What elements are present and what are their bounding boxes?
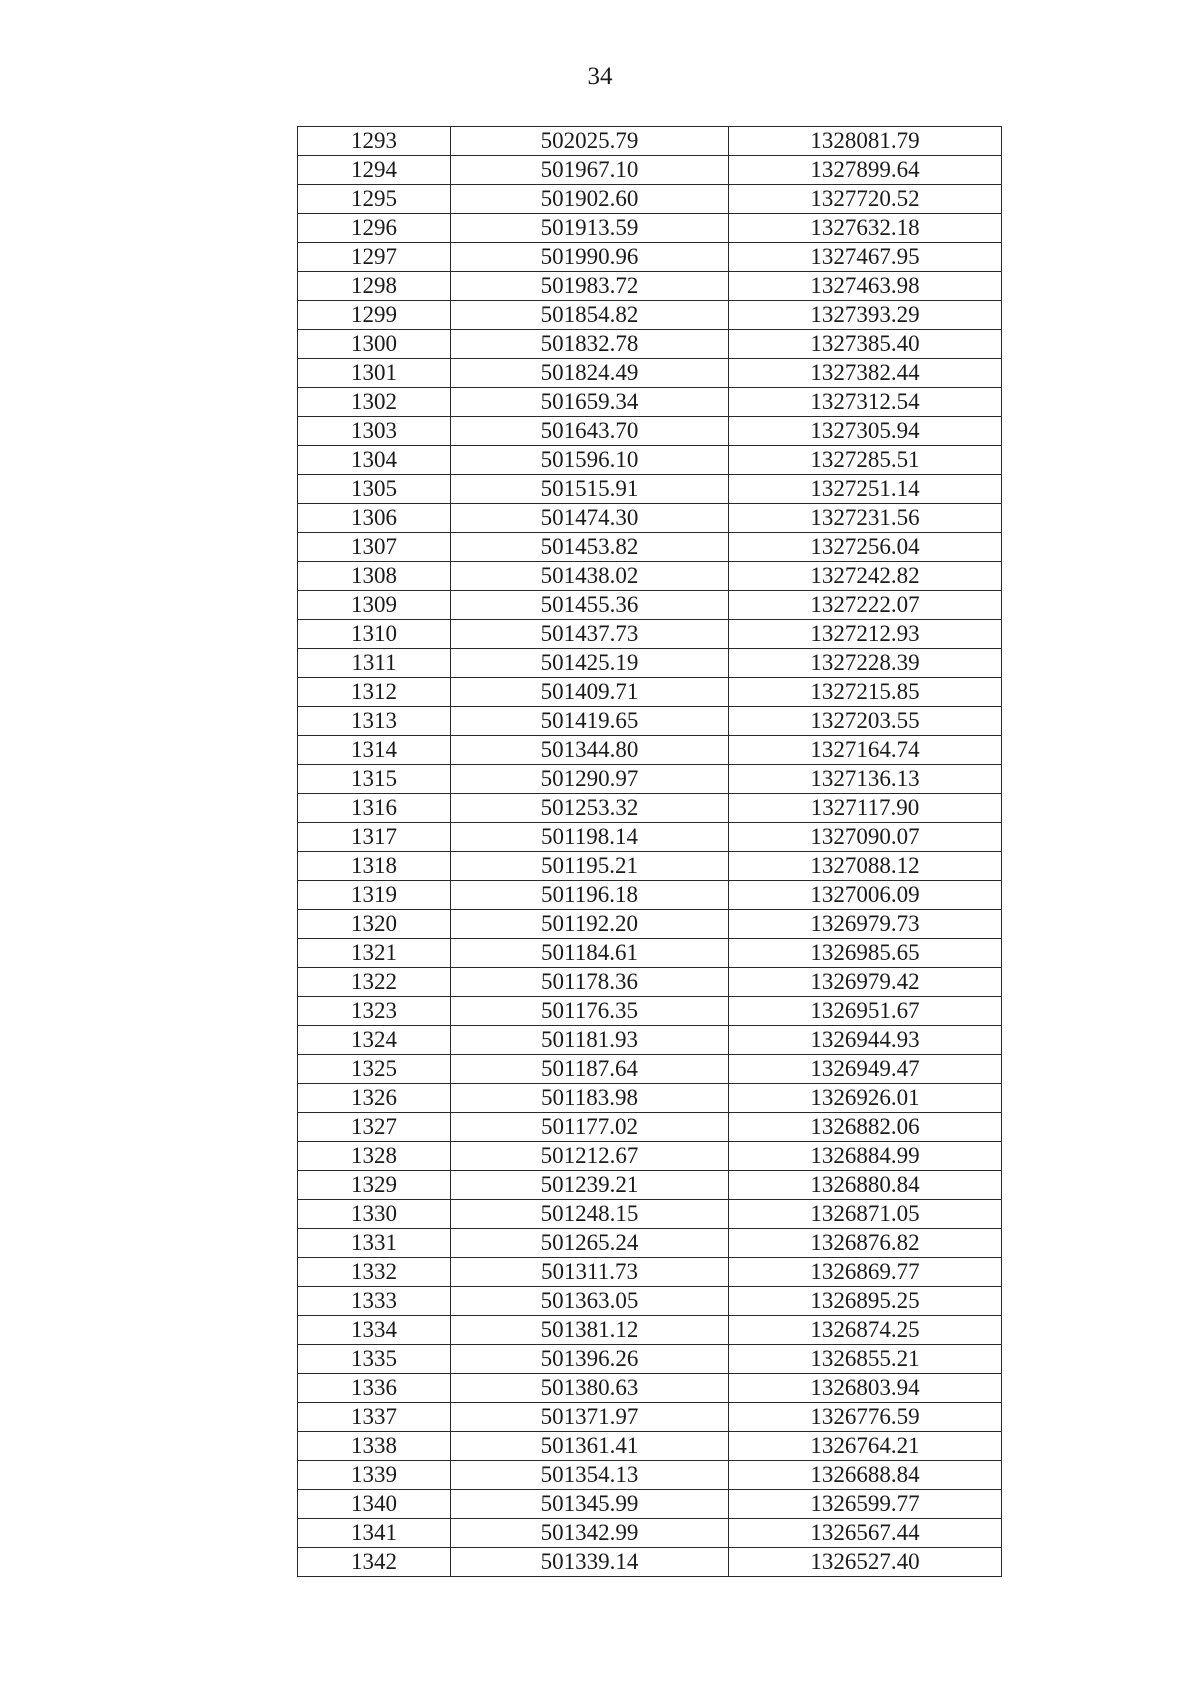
y-coordinate-cell: 1327242.82: [729, 562, 1002, 591]
x-coordinate-cell: 501967.10: [451, 156, 729, 185]
point-number-cell: 1309: [298, 591, 451, 620]
point-number-cell: 1302: [298, 388, 451, 417]
x-coordinate-cell: 501181.93: [451, 1026, 729, 1055]
table-row: [298, 272, 1002, 301]
point-number-cell: 1322: [298, 968, 451, 997]
y-coordinate-cell: 1326895.25: [729, 1287, 1002, 1316]
point-number-cell: 1317: [298, 823, 451, 852]
table-row: [298, 968, 1002, 997]
point-number-cell: 1297: [298, 243, 451, 272]
table-row: [298, 1084, 1002, 1113]
point-number-cell: 1339: [298, 1461, 451, 1490]
x-coordinate-cell: 501265.24: [451, 1229, 729, 1258]
x-coordinate-cell: 501438.02: [451, 562, 729, 591]
table-row: [298, 997, 1002, 1026]
table-row: [298, 1316, 1002, 1345]
y-coordinate-cell: 1326951.67: [729, 997, 1002, 1026]
x-coordinate-cell: 501643.70: [451, 417, 729, 446]
table-row: [298, 649, 1002, 678]
table-row: [298, 214, 1002, 243]
point-number-cell: 1321: [298, 939, 451, 968]
y-coordinate-cell: 1327136.13: [729, 765, 1002, 794]
point-number-cell: 1328: [298, 1142, 451, 1171]
point-number-cell: 1306: [298, 504, 451, 533]
table-row: [298, 707, 1002, 736]
x-coordinate-cell: 501455.36: [451, 591, 729, 620]
coordinates-table-body: [298, 127, 1002, 1577]
point-number-cell: 1311: [298, 649, 451, 678]
y-coordinate-cell: 1327463.98: [729, 272, 1002, 301]
y-coordinate-cell: 1326567.44: [729, 1519, 1002, 1548]
point-number-cell: 1332: [298, 1258, 451, 1287]
y-coordinate-cell: 1327256.04: [729, 533, 1002, 562]
y-coordinate-cell: 1326884.99: [729, 1142, 1002, 1171]
y-coordinate-cell: 1327720.52: [729, 185, 1002, 214]
y-coordinate-cell: 1327305.94: [729, 417, 1002, 446]
table-row: [298, 823, 1002, 852]
x-coordinate-cell: 501187.64: [451, 1055, 729, 1084]
x-coordinate-cell: 501902.60: [451, 185, 729, 214]
table-row: [298, 127, 1002, 156]
x-coordinate-cell: 501192.20: [451, 910, 729, 939]
table-row: [298, 359, 1002, 388]
point-number-cell: 1341: [298, 1519, 451, 1548]
table-row: [298, 852, 1002, 881]
y-coordinate-cell: 1326926.01: [729, 1084, 1002, 1113]
table-row: [298, 1113, 1002, 1142]
x-coordinate-cell: 501453.82: [451, 533, 729, 562]
table-row: [298, 881, 1002, 910]
x-coordinate-cell: 501983.72: [451, 272, 729, 301]
table-row: [298, 533, 1002, 562]
point-number-cell: 1307: [298, 533, 451, 562]
table-row: [298, 736, 1002, 765]
point-number-cell: 1315: [298, 765, 451, 794]
table-row: [298, 1345, 1002, 1374]
x-coordinate-cell: 501515.91: [451, 475, 729, 504]
table-row: [298, 417, 1002, 446]
table-row: [298, 939, 1002, 968]
table-row: [298, 591, 1002, 620]
y-coordinate-cell: 1327203.55: [729, 707, 1002, 736]
y-coordinate-cell: 1326803.94: [729, 1374, 1002, 1403]
y-coordinate-cell: 1326876.82: [729, 1229, 1002, 1258]
point-number-cell: 1300: [298, 330, 451, 359]
point-number-cell: 1313: [298, 707, 451, 736]
table-row: [298, 1229, 1002, 1258]
y-coordinate-cell: 1327006.09: [729, 881, 1002, 910]
x-coordinate-cell: 502025.79: [451, 127, 729, 156]
table-row: [298, 1055, 1002, 1084]
y-coordinate-cell: 1327385.40: [729, 330, 1002, 359]
point-number-cell: 1316: [298, 794, 451, 823]
y-coordinate-cell: 1326764.21: [729, 1432, 1002, 1461]
point-number-cell: 1295: [298, 185, 451, 214]
point-number-cell: 1337: [298, 1403, 451, 1432]
table-row: [298, 1432, 1002, 1461]
point-number-cell: 1320: [298, 910, 451, 939]
y-coordinate-cell: 1327088.12: [729, 852, 1002, 881]
table-row: [298, 1548, 1002, 1577]
table-row: [298, 765, 1002, 794]
x-coordinate-cell: 501339.14: [451, 1548, 729, 1577]
x-coordinate-cell: 501177.02: [451, 1113, 729, 1142]
table-row: [298, 1519, 1002, 1548]
y-coordinate-cell: 1327382.44: [729, 359, 1002, 388]
y-coordinate-cell: 1327393.29: [729, 301, 1002, 330]
y-coordinate-cell: 1327222.07: [729, 591, 1002, 620]
y-coordinate-cell: 1327467.95: [729, 243, 1002, 272]
point-number-cell: 1294: [298, 156, 451, 185]
point-number-cell: 1310: [298, 620, 451, 649]
x-coordinate-cell: 501381.12: [451, 1316, 729, 1345]
y-coordinate-cell: 1326688.84: [729, 1461, 1002, 1490]
table-row: [298, 185, 1002, 214]
point-number-cell: 1331: [298, 1229, 451, 1258]
x-coordinate-cell: 501361.41: [451, 1432, 729, 1461]
page-number: 34: [587, 63, 613, 90]
table-row: [298, 1403, 1002, 1432]
table-row: [298, 1258, 1002, 1287]
point-number-cell: 1298: [298, 272, 451, 301]
y-coordinate-cell: 1327228.39: [729, 649, 1002, 678]
table-row: [298, 243, 1002, 272]
x-coordinate-cell: 501176.35: [451, 997, 729, 1026]
table-row: [298, 620, 1002, 649]
y-coordinate-cell: 1327215.85: [729, 678, 1002, 707]
table-row: [298, 1171, 1002, 1200]
x-coordinate-cell: 501342.99: [451, 1519, 729, 1548]
x-coordinate-cell: 501396.26: [451, 1345, 729, 1374]
table-row: [298, 1374, 1002, 1403]
y-coordinate-cell: 1327632.18: [729, 214, 1002, 243]
y-coordinate-cell: 1326949.47: [729, 1055, 1002, 1084]
y-coordinate-cell: 1326874.25: [729, 1316, 1002, 1345]
table-row: [298, 1287, 1002, 1316]
point-number-cell: 1342: [298, 1548, 451, 1577]
point-number-cell: 1308: [298, 562, 451, 591]
y-coordinate-cell: 1326776.59: [729, 1403, 1002, 1432]
point-number-cell: 1325: [298, 1055, 451, 1084]
y-coordinate-cell: 1327164.74: [729, 736, 1002, 765]
point-number-cell: 1314: [298, 736, 451, 765]
point-number-cell: 1304: [298, 446, 451, 475]
point-number-cell: 1301: [298, 359, 451, 388]
x-coordinate-cell: 501371.97: [451, 1403, 729, 1432]
table-row: [298, 475, 1002, 504]
point-number-cell: 1305: [298, 475, 451, 504]
y-coordinate-cell: 1326985.65: [729, 939, 1002, 968]
point-number-cell: 1336: [298, 1374, 451, 1403]
x-coordinate-cell: 501409.71: [451, 678, 729, 707]
x-coordinate-cell: 501854.82: [451, 301, 729, 330]
x-coordinate-cell: 501419.65: [451, 707, 729, 736]
point-number-cell: 1312: [298, 678, 451, 707]
y-coordinate-cell: 1327312.54: [729, 388, 1002, 417]
y-coordinate-cell: 1327212.93: [729, 620, 1002, 649]
x-coordinate-cell: 501437.73: [451, 620, 729, 649]
point-number-cell: 1327: [298, 1113, 451, 1142]
x-coordinate-cell: 501344.80: [451, 736, 729, 765]
point-number-cell: 1340: [298, 1490, 451, 1519]
x-coordinate-cell: 501198.14: [451, 823, 729, 852]
x-coordinate-cell: 501990.96: [451, 243, 729, 272]
point-number-cell: 1293: [298, 127, 451, 156]
x-coordinate-cell: 501354.13: [451, 1461, 729, 1490]
x-coordinate-cell: 501345.99: [451, 1490, 729, 1519]
y-coordinate-cell: 1326944.93: [729, 1026, 1002, 1055]
table-row: [298, 910, 1002, 939]
y-coordinate-cell: 1326979.73: [729, 910, 1002, 939]
x-coordinate-cell: 501178.36: [451, 968, 729, 997]
table-row: [298, 1026, 1002, 1055]
x-coordinate-cell: 501596.10: [451, 446, 729, 475]
x-coordinate-cell: 501183.98: [451, 1084, 729, 1113]
y-coordinate-cell: 1326979.42: [729, 968, 1002, 997]
y-coordinate-cell: 1327231.56: [729, 504, 1002, 533]
x-coordinate-cell: 501659.34: [451, 388, 729, 417]
point-number-cell: 1330: [298, 1200, 451, 1229]
point-number-cell: 1334: [298, 1316, 451, 1345]
x-coordinate-cell: 501425.19: [451, 649, 729, 678]
table-row: [298, 1142, 1002, 1171]
x-coordinate-cell: 501363.05: [451, 1287, 729, 1316]
y-coordinate-cell: 1326599.77: [729, 1490, 1002, 1519]
point-number-cell: 1303: [298, 417, 451, 446]
table-row: [298, 562, 1002, 591]
point-number-cell: 1324: [298, 1026, 451, 1055]
x-coordinate-cell: 501253.32: [451, 794, 729, 823]
x-coordinate-cell: 501196.18: [451, 881, 729, 910]
table-row: [298, 678, 1002, 707]
y-coordinate-cell: 1327899.64: [729, 156, 1002, 185]
x-coordinate-cell: 501832.78: [451, 330, 729, 359]
x-coordinate-cell: 501184.61: [451, 939, 729, 968]
point-number-cell: 1319: [298, 881, 451, 910]
table-row: [298, 1200, 1002, 1229]
y-coordinate-cell: 1326527.40: [729, 1548, 1002, 1577]
table-row: [298, 446, 1002, 475]
point-number-cell: 1335: [298, 1345, 451, 1374]
point-number-cell: 1299: [298, 301, 451, 330]
x-coordinate-cell: 501239.21: [451, 1171, 729, 1200]
x-coordinate-cell: 501311.73: [451, 1258, 729, 1287]
x-coordinate-cell: 501380.63: [451, 1374, 729, 1403]
x-coordinate-cell: 501824.49: [451, 359, 729, 388]
point-number-cell: 1318: [298, 852, 451, 881]
point-number-cell: 1323: [298, 997, 451, 1026]
y-coordinate-cell: 1327251.14: [729, 475, 1002, 504]
table-row: [298, 330, 1002, 359]
x-coordinate-cell: 501212.67: [451, 1142, 729, 1171]
point-number-cell: 1296: [298, 214, 451, 243]
x-coordinate-cell: 501195.21: [451, 852, 729, 881]
y-coordinate-cell: 1327117.90: [729, 794, 1002, 823]
y-coordinate-cell: 1326871.05: [729, 1200, 1002, 1229]
table-row: [298, 1461, 1002, 1490]
y-coordinate-cell: 1326882.06: [729, 1113, 1002, 1142]
x-coordinate-cell: 501248.15: [451, 1200, 729, 1229]
y-coordinate-cell: 1327090.07: [729, 823, 1002, 852]
table-row: [298, 1490, 1002, 1519]
y-coordinate-cell: 1328081.79: [729, 127, 1002, 156]
y-coordinate-cell: 1326855.21: [729, 1345, 1002, 1374]
point-number-cell: 1326: [298, 1084, 451, 1113]
x-coordinate-cell: 501913.59: [451, 214, 729, 243]
point-number-cell: 1329: [298, 1171, 451, 1200]
coordinates-table: [297, 126, 1002, 1577]
y-coordinate-cell: 1326880.84: [729, 1171, 1002, 1200]
y-coordinate-cell: 1326869.77: [729, 1258, 1002, 1287]
point-number-cell: 1338: [298, 1432, 451, 1461]
x-coordinate-cell: 501290.97: [451, 765, 729, 794]
table-row: [298, 388, 1002, 417]
y-coordinate-cell: 1327285.51: [729, 446, 1002, 475]
table-row: [298, 504, 1002, 533]
table-row: [298, 156, 1002, 185]
x-coordinate-cell: 501474.30: [451, 504, 729, 533]
point-number-cell: 1333: [298, 1287, 451, 1316]
table-row: [298, 301, 1002, 330]
table-row: [298, 794, 1002, 823]
